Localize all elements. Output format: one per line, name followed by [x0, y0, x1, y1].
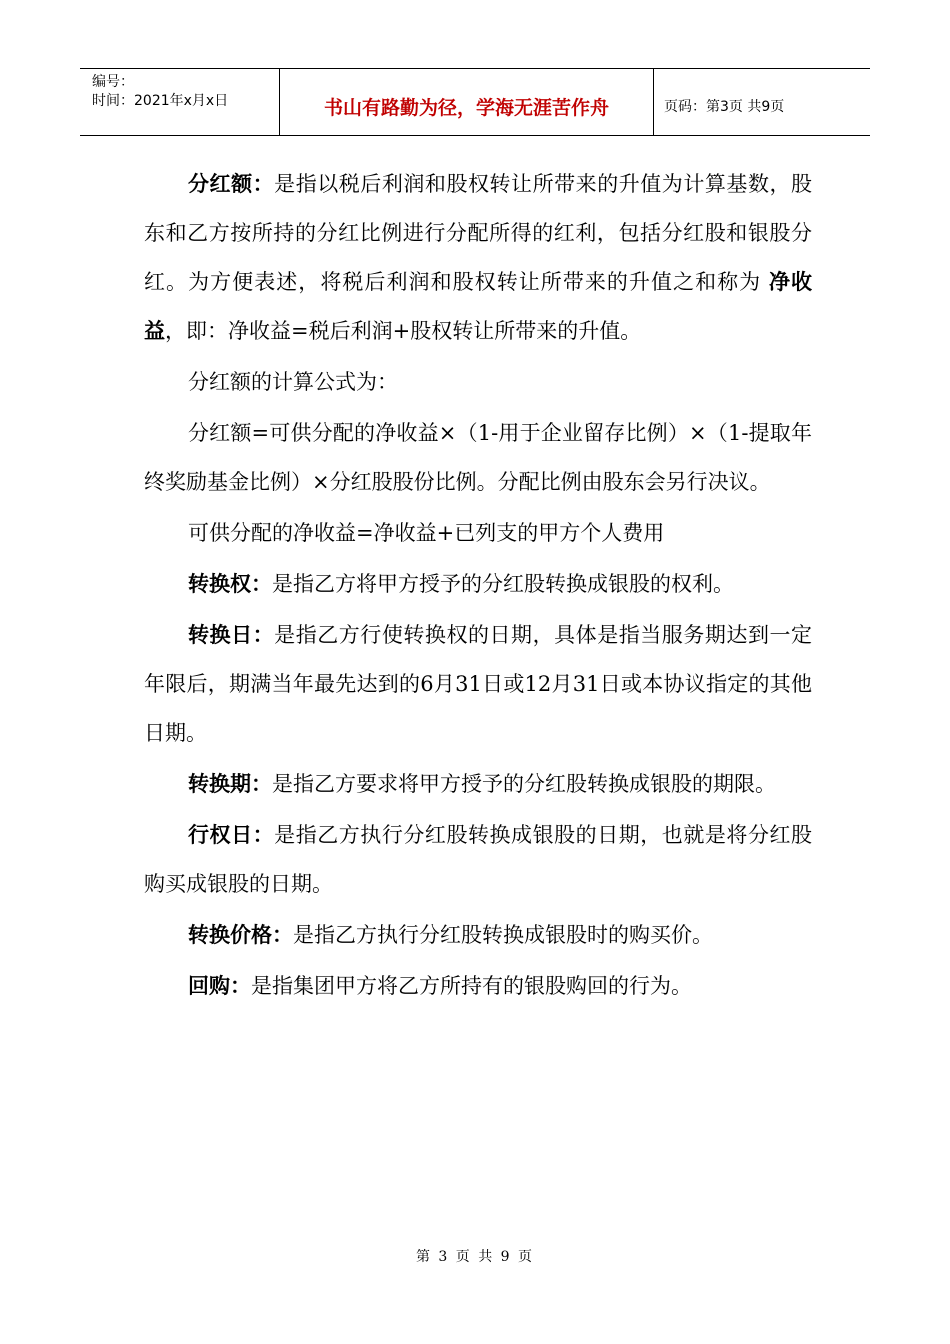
paragraph-conversion-period — [144, 760, 812, 809]
term-label: 转换期： — [188, 772, 272, 796]
paragraph-text: 是指乙方将甲方授予的分红股转换成银股的权利。 — [272, 572, 734, 596]
paragraph-text: 可供分配的净收益=净收益+已列支的甲方个人费用 — [188, 521, 665, 545]
paragraph-text: 是指乙方执行分红股转换成银股的日期，也就是将分红股购买成银股的日期。 — [144, 823, 813, 896]
paragraph-formula — [144, 409, 812, 507]
document-body — [144, 160, 812, 1013]
document-date-label: 时间：2021年x月x日 — [92, 93, 229, 109]
paragraph-conversion-date — [144, 611, 812, 758]
paragraph-text: 是指乙方执行分红股转换成银股时的购买价。 — [293, 923, 713, 947]
paragraph-buyback — [144, 962, 812, 1011]
paragraph-distributable-income — [144, 509, 812, 558]
paragraph-text: 分红额=可供分配的净收益×（1-用于企业留存比例）×（1-提取年终奖励基金比例）×分红股股份比例。分配比例由股东会另行决议。 — [144, 421, 812, 494]
document-number-label: 编号： — [92, 74, 134, 90]
paragraph-text: 是指乙方行使转换权的日期，具体是指当服务期达到一定年限后，期满当年最先达到的6月31日或12月31日或本协议指定的其他日期。 — [144, 623, 813, 745]
term-label: 分红额： — [188, 172, 275, 196]
paragraph-exercise-date — [144, 811, 812, 909]
header-table — [80, 68, 870, 136]
paragraph-text: 是指以税后利润和股权转让所带来的升值为计算基数，股东和乙方按所持的分红比例进行分配所得的红利，包括分红股和银股分红。为方便表述，将税后利润和股权转让所带来的升值之和称为 — [144, 172, 813, 294]
term-label: 转换权： — [188, 572, 272, 596]
term-label: 行权日： — [188, 823, 275, 847]
term-label: 转换日： — [188, 623, 275, 647]
paragraph-formula-intro — [144, 358, 812, 407]
paragraph-text: 是指乙方要求将甲方授予的分红股转换成银股的期限。 — [272, 772, 776, 796]
paragraph-conversion-right — [144, 560, 812, 609]
paragraph-text: 是指集团甲方将乙方所持有的银股购回的行为。 — [251, 974, 692, 998]
header-meta-cell — [80, 69, 280, 135]
page-footer: 第 3 页 共 9 页 — [415, 1249, 535, 1265]
header-motto: 书山有路勤为径，学海无涯苦作舟 — [280, 69, 654, 135]
paragraph-text-continued: ，即：净收益=税后利润+股权转让所带来的升值。 — [165, 319, 642, 343]
term-label: 回购： — [188, 974, 251, 998]
paragraph-text: 分红额的计算公式为： — [188, 370, 398, 394]
header-page-label: 页码：第3页 共9页 — [664, 99, 785, 115]
term-label-net-income: 净收益 — [144, 270, 812, 343]
paragraph-dividend-amount — [144, 160, 812, 356]
term-label: 转换价格： — [188, 923, 293, 947]
paragraph-conversion-price — [144, 911, 812, 960]
